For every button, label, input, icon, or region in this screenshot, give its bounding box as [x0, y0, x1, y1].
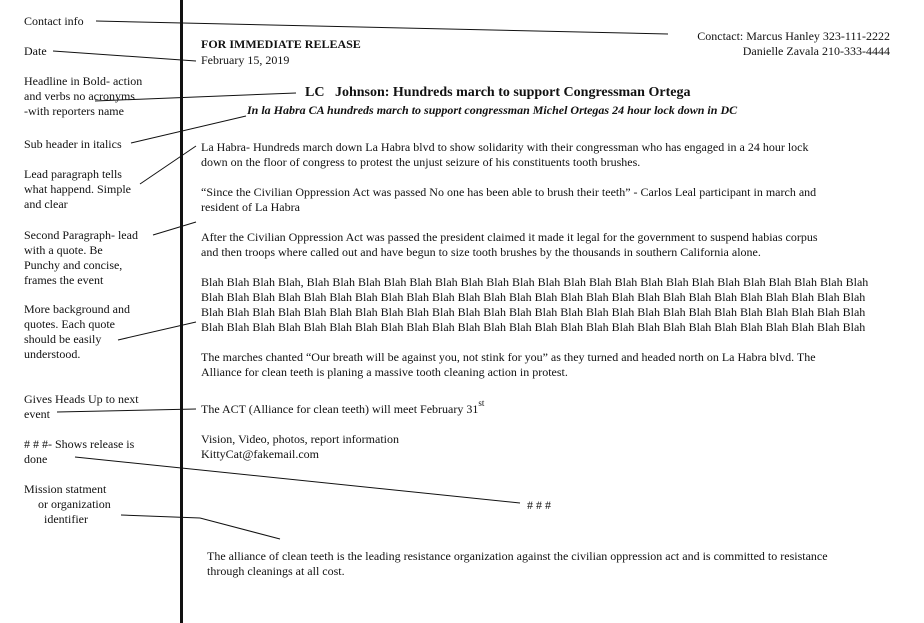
- contact-note: Vision, Video, photos, report information KittyCat@fakemail.com: [201, 432, 399, 461]
- leader-lead: [140, 146, 196, 184]
- contact-line-1: Conctact: Marcus Hanley 323-111-2222: [697, 29, 890, 43]
- background-paragraph: After the Civilian Oppression Act was passed the president claimed it made it legal for the government to suspend habias corpus and then troops where called out and have begun to size tooth brushes by the thousands in southern California alone.: [201, 230, 818, 259]
- annotation-lead: Lead paragraph tells what happend. Simple and clear: [24, 167, 131, 211]
- leader-mission-2: [200, 518, 280, 539]
- mission-statement: The alliance of clean teeth is the leading resistance organization against the civilian oppression act and is committed to resistance through cleanings at all cost.: [207, 549, 828, 578]
- lead-paragraph: La Habra- Hundreds march down La Habra blvd to show solidarity with their congressman who has engaged in a 24 hour lock down on the floor of congress to protest the unjust seizure of his constituents tooth brushes.: [201, 140, 809, 169]
- annotation-headline: Headline in Bold- action and verbs no acronyms -with reporters name: [24, 74, 143, 118]
- leader-mission: [121, 515, 200, 518]
- annotation-contact-info: Contact info: [24, 14, 84, 28]
- leader-subheader: [131, 116, 246, 143]
- headline: [305, 84, 690, 101]
- filler-paragraph: Blah Blah Blah Blah, Blah Blah Blah Blah Blah Blah Blah Blah Blah Blah Blah Blah Blah Blah Blah Blah Blah Blah Blah Blah Blah Blah Blah Blah Blah Blah Blah Blah Blah Blah Blah Blah Blah Blah Blah Blah Blah Blah Blah Blah Blah Blah Blah Blah Blah Blah Blah Blah Blah Blah Blah Blah Blah Blah Blah Blah Blah Blah Blah Blah Blah Blah Blah Blah Blah Blah Blah Blah Blah Blah Blah Blah Blah Blah Blah Blah Blah Blah Blah Blah Blah Blah Blah Blah Blah Blah Blah Blah Blah Blah Blah Blah Blah Blah Blah Blah Blah Blah Blah Blah: [201, 275, 869, 334]
- annotation-heads-up: Gives Heads Up to next event: [24, 392, 139, 421]
- annotation-second-paragraph: Second Paragraph- lead with a quote. Be Punchy and concise, frames the event: [24, 228, 138, 287]
- subheader: In la Habra CA hundreds march to support congressman Michel Ortegas 24 hour lock down in DC: [247, 103, 738, 117]
- headline-text: Johnson: Hundreds march to support Congressman Ortega: [334, 85, 691, 100]
- headline-initials: LC: [305, 85, 325, 100]
- annotation-release-done: # # #- Shows release is done: [24, 437, 135, 466]
- event-date-suffix: st: [478, 398, 485, 408]
- release-date: February 15, 2019: [201, 53, 290, 67]
- leader-second: [153, 222, 196, 235]
- release-label: FOR IMMEDIATE RELEASE: [201, 37, 361, 51]
- annotation-date: Date: [24, 44, 47, 58]
- contact-line-2: Danielle Zavala 210-333-4444: [742, 44, 890, 58]
- annotation-mission: Mission statment or organization identifier: [24, 482, 111, 526]
- contact-block: [697, 29, 890, 59]
- end-mark: # # #: [527, 498, 551, 512]
- event-line: The ACT (Alliance for clean teeth) will meet February 31st: [201, 398, 485, 416]
- march-paragraph: The marches chanted “Our breath will be against you, not stink for you” as they turned and headed north on La Habra blvd. The Alliance for clean teeth is planing a massive tooth cleaning action in protest.: [201, 350, 816, 379]
- leader-date: [53, 51, 196, 61]
- annotation-background: More background and quotes. Each quote should be easily understood.: [24, 302, 130, 361]
- leader-release-done: [75, 457, 520, 503]
- margin-divider-line: [180, 0, 183, 623]
- annotation-subheader: Sub header in italics: [24, 137, 122, 151]
- quote-paragraph: “Since the Civilian Oppression Act was passed No one has been able to brush their teeth” - Carlos Leal participant in march and resident of La Habra: [201, 185, 817, 214]
- contact-email[interactable]: KittyCat@fakemail.com: [201, 447, 320, 461]
